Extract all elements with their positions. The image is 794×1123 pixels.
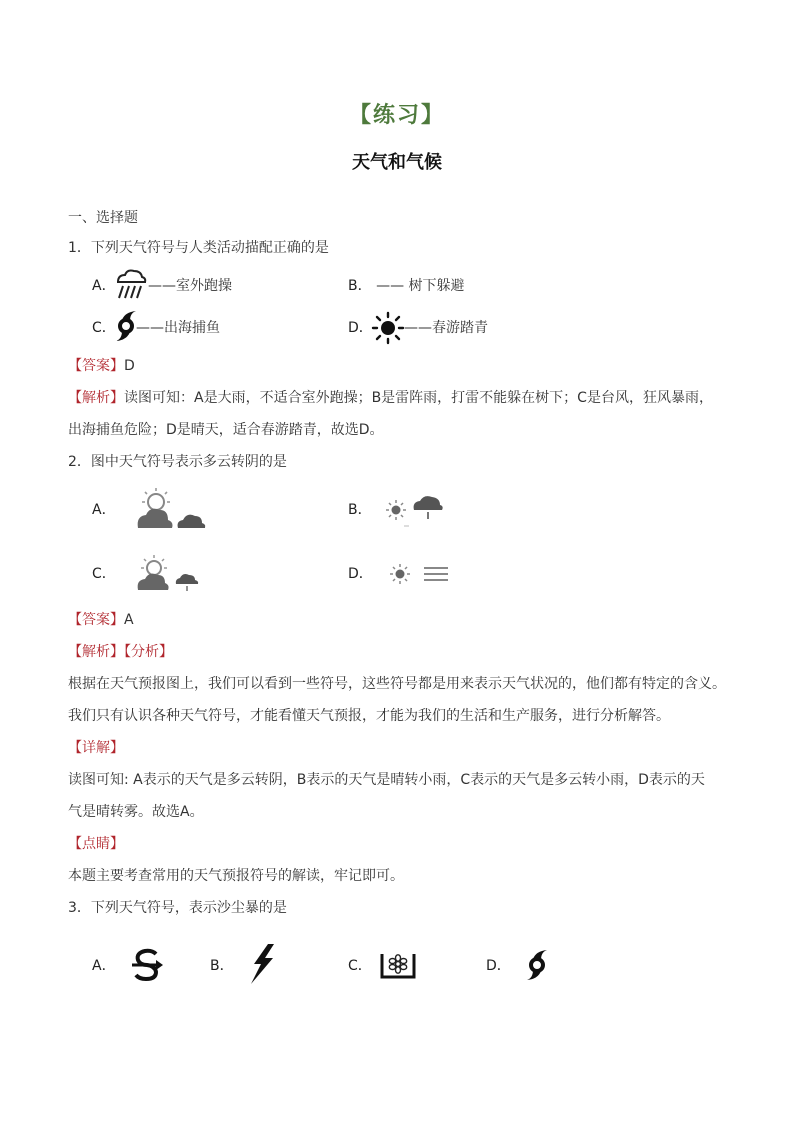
q1-option-c-text: ——出海捕鱼 — [136, 320, 220, 336]
q1-option-a[interactable] — [92, 276, 116, 296]
typhoon-icon — [526, 950, 548, 980]
worksheet-title: 【练习】 — [348, 103, 445, 128]
q2-detail-tag: 【详解】 — [68, 740, 124, 756]
q1-option-c-label: C． — [92, 320, 116, 336]
cloudy-to-light-rain-icon — [134, 554, 204, 594]
sunny-icon — [372, 312, 404, 344]
q1-option-d-text: ——春游踏青 — [404, 320, 488, 336]
q2-option-a[interactable] — [92, 500, 116, 520]
q1-analysis-line-2: 出海捕鱼危险；D是晴天，适合春游踏青，故选D。 — [68, 422, 384, 438]
q2-option-c[interactable] — [92, 564, 116, 584]
q1-analysis-text-1: 读图可知：A是大雨，不适合室外跑操；B是雷阵雨，打雷不能躲在树下；C是台风，狂风暴雨， — [124, 390, 713, 406]
q3-option-b-label: B． — [210, 958, 234, 974]
q2-option-b[interactable] — [348, 500, 372, 520]
snow-on-ground-icon — [380, 950, 416, 980]
q2-tip-line-1: 本题主要考查常用的天气预报符号的解读，牢记即可。 — [68, 868, 404, 884]
typhoon-icon — [116, 311, 136, 341]
q1-answer — [68, 356, 135, 376]
q2-option-d[interactable] — [348, 564, 373, 584]
q3-option-c-label: C． — [348, 958, 372, 974]
heavy-rain-icon — [114, 268, 148, 300]
worksheet-subtitle: 天气和气候 — [352, 152, 442, 173]
q2-detail-line-2: 气是晴转雾。故选A。 — [68, 804, 204, 820]
q2-answer-value: A — [124, 612, 134, 628]
q3-stem: 3．下列天气符号，表示沙尘暴的是 — [68, 900, 287, 916]
sunny-to-light-rain-icon — [382, 492, 444, 528]
lightning-icon — [248, 944, 276, 984]
q3-option-d-label: D． — [486, 958, 511, 974]
q2-answer — [68, 610, 134, 630]
q3-option-a-label: A． — [92, 958, 116, 974]
sandstorm-icon — [130, 948, 164, 982]
cloudy-to-overcast-icon — [134, 488, 208, 530]
q1-option-a-text: ——室外跑操 — [148, 278, 232, 294]
q2-analysis-line-1: 根据在天气预报图上，我们可以看到一些符号，这些符号都是用来表示天气状况的，他们都有特定的含义。 — [68, 676, 726, 692]
q1-analysis-line-1 — [68, 388, 713, 408]
q2-analysis-tag: 【解析】【分析】 — [68, 644, 173, 660]
q3-option-a[interactable] — [92, 956, 116, 976]
q1-answer-value: D — [124, 358, 135, 374]
q2-option-a-label: A． — [92, 502, 116, 518]
q2-answer-tag: 【答案】 — [68, 612, 124, 628]
q2-option-b-label: B． — [348, 502, 372, 518]
section-heading: 一、选择题 — [68, 210, 138, 226]
q3-option-c[interactable] — [348, 956, 372, 976]
q1-answer-tag: 【答案】 — [68, 358, 124, 374]
q2-analysis-line-2: 我们只有认识各种天气符号，才能看懂天气预报，才能为我们的生活和生产服务，进行分析解答。 — [68, 708, 670, 724]
q2-option-d-label: D． — [348, 566, 373, 582]
q1-option-d-label: D． — [348, 320, 373, 336]
q1-option-b-label: B． — [348, 278, 372, 294]
q1-option-d[interactable] — [348, 318, 373, 338]
q1-option-b-text: —— 树下躲避 — [376, 278, 465, 294]
q3-option-d[interactable] — [486, 956, 511, 976]
q2-detail-line-1: 读图可知: A表示的天气是多云转阴，B表示的天气是晴转小雨，C表示的天气是多云转小雨，D表示的天 — [68, 772, 705, 788]
q3-option-b[interactable] — [210, 956, 234, 976]
q1-option-b[interactable] — [348, 276, 465, 296]
q2-stem: 2．图中天气符号表示多云转阴的是 — [68, 454, 287, 470]
q2-option-c-label: C． — [92, 566, 116, 582]
q1-option-a-label: A． — [92, 278, 116, 294]
q1-stem: 1．下列天气符号与人类活动描配正确的是 — [68, 240, 329, 256]
q1-option-c[interactable] — [92, 318, 116, 338]
q2-tip-tag: 【点睛】 — [68, 836, 124, 852]
q1-analysis-tag: 【解析】 — [68, 390, 124, 406]
sunny-to-fog-icon — [386, 560, 450, 588]
